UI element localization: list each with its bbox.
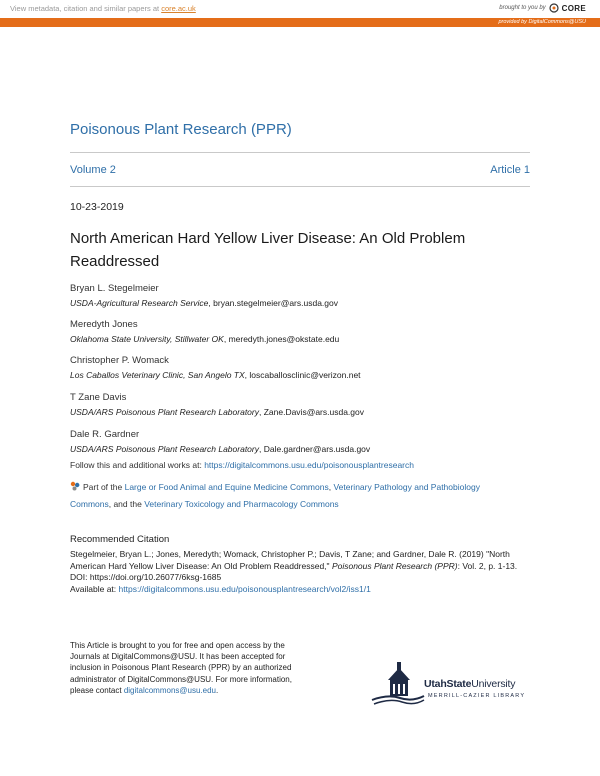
- author-entry: [70, 354, 361, 382]
- follow-line: Follow this and additional works at: https://digitalcommons.usu.edu/poisonousplantresearch: [70, 460, 414, 470]
- author-affiliation: USDA/ARS Poisonous Plant Research Laboratory: [70, 407, 259, 417]
- author-entry: [70, 318, 339, 346]
- contact-email-link[interactable]: digitalcommons@usu.edu: [123, 685, 216, 695]
- doi: DOI: https://doi.org/10.26077/6ksg-1685: [70, 572, 222, 582]
- article-title: North American Hard Yellow Liver Disease: An Old Problem Readdressed: [70, 230, 466, 270]
- core-badge[interactable]: brought to you by CORE: [499, 3, 586, 13]
- author-affiliation: USDA-Agricultural Research Service: [70, 298, 209, 308]
- core-logo-icon: [549, 3, 559, 13]
- metadata-notice: View metadata, citation and similar papers at core.ac.uk: [10, 4, 196, 13]
- core-brand: CORE: [561, 3, 586, 13]
- open-access-notice: This Article is brought to you for free and open access by the Journals at DigitalCommons@USU. It has been accepted for inclusion in Poisonous Plant Research (PPR) by an authorized administrator of DigitalCommons@USU. For more information, please contact digitalcommons@usu.edu.: [70, 641, 292, 695]
- author-entry: [70, 428, 370, 456]
- library-wordmark: MERRILL-CAZIER LIBRARY: [428, 693, 526, 699]
- volume-link[interactable]: Volume 2: [70, 164, 116, 176]
- university-wordmark: UtahStateUniversity: [424, 678, 516, 690]
- author-email: , loscaballosclinic@verizon.net: [244, 370, 361, 380]
- author-email: , meredyth.jones@okstate.edu: [223, 334, 340, 344]
- author-entry: [70, 391, 364, 419]
- divider: [70, 186, 530, 187]
- part-of-commons: Part of the Large or Food Animal and Equine Medicine Commons, Veterinary Pathology and Pathobiology Commons, and the Veterinary Toxicology and Pharmacology Commons: [70, 482, 480, 509]
- core-header: [0, 0, 600, 18]
- commons-link-large-animal[interactable]: Large or Food Animal and Equine Medicine Commons: [124, 482, 329, 492]
- journal-title[interactable]: Poisonous Plant Research (PPR): [70, 121, 292, 138]
- author-affiliation: Oklahoma State University, Stillwater OK: [70, 334, 224, 344]
- article-url-link[interactable]: https://digitalcommons.usu.edu/poisonousplantresearch/vol2/iss1/1: [118, 583, 371, 594]
- author-name: Bryan L. Stegelmeier: [70, 283, 159, 294]
- core-link[interactable]: core.ac.uk: [161, 4, 196, 13]
- recommended-citation-heading: Recommended Citation: [70, 534, 170, 545]
- citation-block: Stegelmeier, Bryan L.; Jones, Meredyth; Womack, Christopher P.; Davis, T Zane; and Gardner, Dale R. (2019) "North American Hard Yellow Liver Disease: An Old Problem Readdressed," Poisonous Plant Research (PPR): Vol. 2, p. 1-13. DOI: https://doi.org/10.26077/6ksg-1685 Available at: https://digitalcommons.usu.edu/poisonousplantresearch/vol2/iss1/1: [70, 549, 532, 595]
- author-affiliation: USDA/ARS Poisonous Plant Research Laboratory: [70, 444, 259, 454]
- author-email: , bryan.stegelmeier@ars.usda.gov: [208, 298, 339, 308]
- provider-banner: provided by DigitalCommons@USU: [0, 18, 600, 27]
- publication-date: 10-23-2019: [70, 201, 124, 213]
- collection-link[interactable]: https://digitalcommons.usu.edu/poisonousplantresearch: [204, 460, 414, 470]
- author-email: , Dale.gardner@ars.usda.gov: [258, 444, 371, 454]
- usu-library-logo: [370, 660, 540, 706]
- network-icon: [70, 481, 80, 491]
- author-name: T Zane Davis: [70, 392, 127, 403]
- author-name: Dale R. Gardner: [70, 429, 140, 440]
- library-building-icon: [370, 660, 426, 706]
- divider: [70, 152, 530, 153]
- author-affiliation: Los Caballos Veterinary Clinic, San Angelo TX: [70, 370, 245, 380]
- commons-link-vet-pathology[interactable]: Veterinary Pathology and Pathobiology Commons: [70, 482, 480, 509]
- author-entry: [70, 282, 338, 310]
- author-name: Christopher P. Womack: [70, 355, 169, 366]
- author-name: Meredyth Jones: [70, 319, 138, 330]
- commons-link-vet-toxicology[interactable]: Veterinary Toxicology and Pharmacology Commons: [144, 499, 339, 509]
- article-link[interactable]: Article 1: [490, 164, 530, 176]
- author-email: , Zane.Davis@ars.usda.gov: [258, 407, 364, 417]
